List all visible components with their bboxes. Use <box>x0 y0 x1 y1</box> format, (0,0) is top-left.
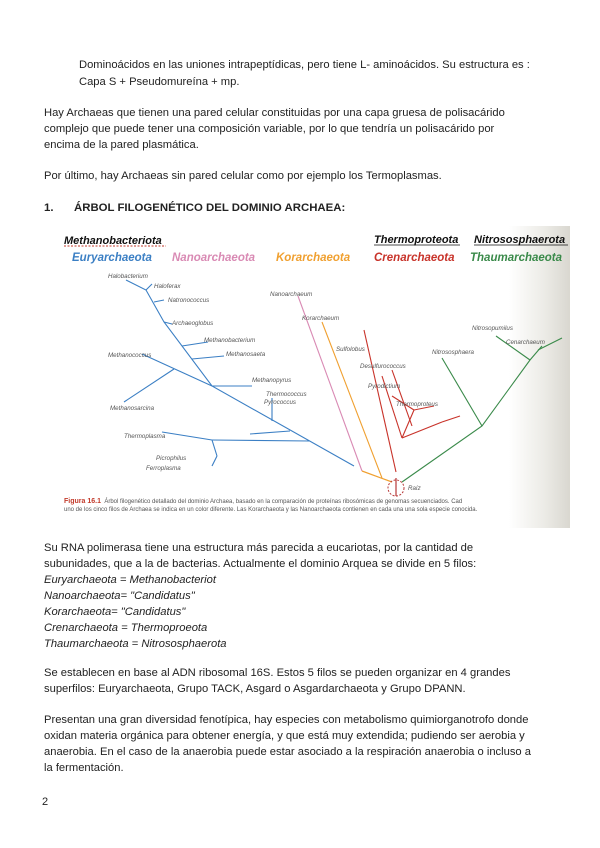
taxon-methanosarcina: Methanosarcina <box>110 405 155 412</box>
no-wall-paragraph: Por último, hay Archaeas sin pared celular como por ejemplo los Termoplasmas. <box>44 170 442 182</box>
diversity-line-3: anaerobia. En el caso de la anaerobia puede estar asociado a la respiración anaerobia o incluso a <box>44 746 531 758</box>
taxon-thermococcus: Thermococcus <box>266 391 307 398</box>
taxon-halobacterium: Halobacterium <box>108 273 148 280</box>
taxon-pyrococcus: Pyrococcus <box>264 399 296 406</box>
phylum-korarchaeota: Korarchaeota <box>276 252 351 264</box>
phylum-thaumarchaeota: Thaumarchaeota <box>470 252 563 264</box>
superphyla-line-2: superfilos: Euryarchaeota, Grupo TACK, Asgard o Asgardarchaeota y Grupo DPANN. <box>44 683 466 695</box>
taxon-ferroplasma: Ferroplasma <box>146 465 181 472</box>
diversity-line-4: la fermentación. <box>44 762 124 774</box>
rna-line-2: subunidades, que a la de bacterias. Actualmente el dominio Arquea se divide en 5 filos: <box>44 558 477 570</box>
taxon-archaeoglobus: Archaeoglobus <box>172 320 214 327</box>
taxon-root: Raíz <box>408 485 421 492</box>
diversity-line-2: oxidan materia orgánica para obtener energía, y que está muy extendida; pudiendo ser aerobia y <box>44 730 525 742</box>
thick-wall-line-1: Hay Archaeas que tienen una pared celular constituidas por una capa gruesa de polisacárido <box>44 107 505 119</box>
taxon-nitrososphaera: Nitrososphaera <box>432 349 474 356</box>
phylum-crenarchaeota: Crenarchaeota <box>374 252 455 264</box>
taxon-korarchaeum: Korarchaeum <box>302 315 340 322</box>
taxon-methanosaeta: Methanosaeta <box>226 351 266 358</box>
thaumarchaeota-branches <box>402 336 562 482</box>
taxon-methanococcus: Methanococcus <box>108 352 152 359</box>
taxon-methanobacterium: Methanobacterium <box>204 337 256 344</box>
phyla-list-item: Thaumarchaeota = Nitrososphaerota <box>44 638 227 650</box>
taxon-nanoarchaeum: Nanoarchaeum <box>270 291 313 298</box>
taxon-sulfolobus: Sulfolobus <box>336 346 365 353</box>
caption-label: Figura 16.1 <box>64 498 101 505</box>
taxon-cenarchaeum: Cenarchaeum <box>506 339 545 346</box>
figure-caption <box>64 498 564 514</box>
taxon-haloferax: Haloferax <box>154 283 181 290</box>
taxon-natronococcus: Natronococcus <box>168 297 210 304</box>
taxon-thermoproteus: Thermoproteus <box>396 401 438 408</box>
hw-methanobacteriota: Methanobacteriota <box>64 235 162 247</box>
phyla-list-item: Euryarchaeota = Methanobacteriot <box>44 574 216 586</box>
taxon-thermoplasma: Thermoplasma <box>124 433 166 440</box>
taxon-methanopyrus: Methanopyrus <box>252 377 292 384</box>
hw-thermoproteota: Thermoproteota <box>374 234 459 246</box>
tree-svg <box>62 226 570 528</box>
section-heading <box>44 202 345 214</box>
taxon-nitrosopumilus: Nitrosopumilus <box>472 325 513 332</box>
superphyla-line-1: Se establecen en base al ADN ribosomal 16S. Estos 5 filos se pueden organizar en 4 grandes <box>44 667 511 679</box>
caption-line-1: Árbol filogenético detallado del dominio Archaea, basado en la comparación de proteínas ribosómicas de genomas secuenciados. Cad <box>104 499 463 505</box>
caption-line-2: uno de los cinco filos de Archaea se indica en un color diferente. Las Korarchaeota y las Nanoarchaeota contienen en cada una una sola especie conocida. <box>64 507 478 513</box>
section-title: ÁRBOL FILOGENÉTICO DEL DOMINIO ARCHAEA: <box>74 202 346 214</box>
taxon-desulfurococcus: Desulfurococcus <box>360 363 406 370</box>
diversity-line-1: Presentan una gran diversidad fenotípica, hay especies con metabolismo quimiorganotrofo donde <box>44 714 529 726</box>
thick-wall-line-3: encima de la pared plasmática. <box>44 139 199 151</box>
phylum-nanoarchaeota: Nanoarchaeota <box>172 252 256 264</box>
section-number: 1. <box>44 202 54 214</box>
thick-wall-line-2: complejo que puede tener una composición variable, por lo que tendría un polisacárido por <box>44 123 495 135</box>
intro-line-2: Capa S + Pseudomureína + mp. <box>79 76 240 88</box>
taxon-picrophilus: Picrophilus <box>156 455 187 462</box>
taxon-pyrodictium: Pyrodictium <box>368 383 401 390</box>
phyla-list-item: Crenarchaeota = Thermoproeota <box>44 622 208 634</box>
intro-line-1: Dominoácidos en las uniones intrapeptídicas, pero tiene L- aminoácidos. Su estructura es : <box>79 59 530 71</box>
phyla-list-item: Korarchaeota= "Candidatus" <box>44 606 186 618</box>
hw-nitrososphaerota: Nitrososphaerota <box>474 234 566 246</box>
korarchaeota-root <box>362 471 392 482</box>
page-number: 2 <box>42 796 49 808</box>
phyla-list-item: Nanoarchaeota= "Candidatus" <box>44 590 195 602</box>
rna-line-1: Su RNA polimerasa tiene una estructura más parecida a eucariotas, por la cantidad de <box>44 542 474 554</box>
nanoarchaeota-branch <box>298 296 362 471</box>
phylum-euryarchaeota: Euryarchaeota <box>72 252 152 264</box>
phylogenetic-tree-figure <box>62 226 570 528</box>
